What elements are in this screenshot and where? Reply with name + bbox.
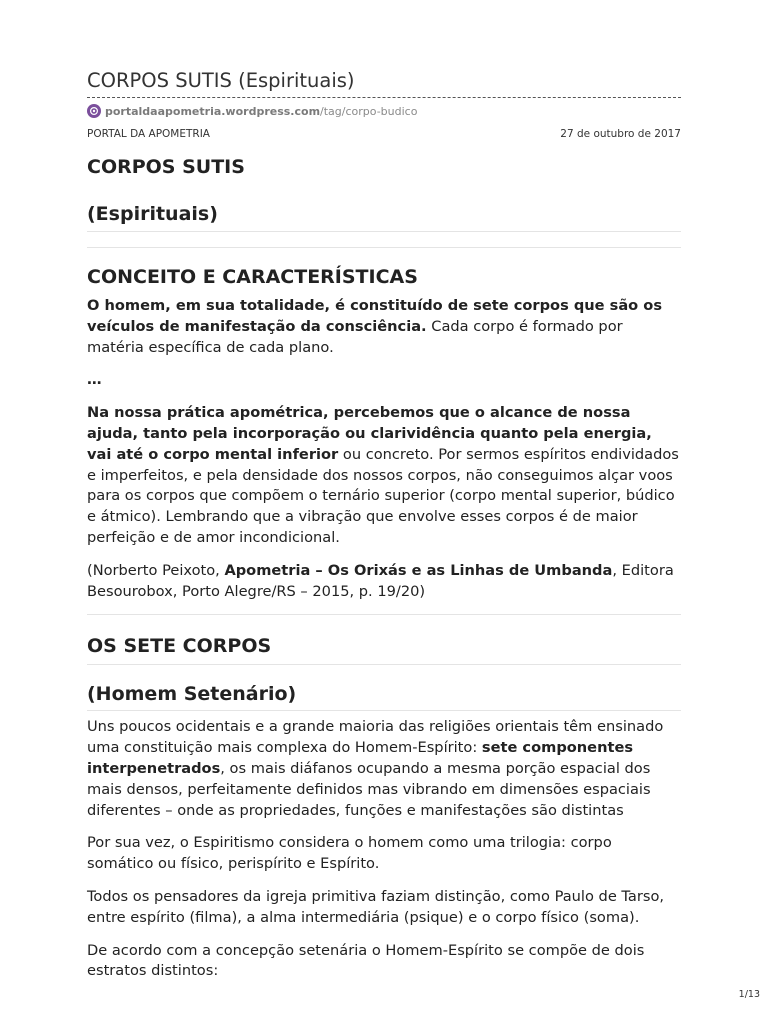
document-title: CORPOS SUTIS (Espirituais) <box>87 69 355 92</box>
heading-corpos-sutis: CORPOS SUTIS <box>87 156 245 178</box>
citation-end: , Editora Besourobox, Porto Alegre/RS – 2015, p. 19/20) <box>87 561 674 600</box>
paragraph-setenaria: De acordo com a concepção setenária o Homem-Espírito se compõe de dois estratos distintos: <box>87 941 645 980</box>
paragraph-pratica-rest: ou concreto. Por sermos espíritos endividados e imperfeitos, e pela densidade dos nossos corpos, não conseguimos alçar voos para os corpos que compõem o ternário superior (corpo mental superior, búdico e átmico). Lembrando que a vibração que envolve esses corpos é de maior perfeição e de amor incondicional. <box>87 445 679 546</box>
paragraph-ocidentais <box>87 717 681 821</box>
paragraph-intro-rest: Cada corpo é formado por matéria específica de cada plano. <box>87 317 623 356</box>
citation-start: (Norberto Peixoto, <box>87 561 225 579</box>
divider <box>87 664 681 665</box>
citation-book: Apometria – Os Orixás e as Linhas de Umbanda <box>224 561 613 579</box>
divider <box>87 247 681 248</box>
heading-espirituais: (Espirituais) <box>87 203 218 225</box>
heading-conceito: CONCEITO E CARACTERÍSTICAS <box>87 266 418 288</box>
ellipsis <box>87 370 681 391</box>
divider <box>87 614 681 615</box>
paragraph-pensadores: Todos os pensadores da igreja primitiva faziam distinção, como Paulo de Tarso, entre espírito (filma), a alma intermediária (psique) e o corpo físico (soma). <box>87 887 665 926</box>
paragraph-intro-bold: O homem, em sua totalidade, é constituído de sete corpos que são os veículos de manifestação da consciência. <box>87 297 662 335</box>
paragraph-ocidentais-bold: sete componentes interpenetrados <box>87 739 634 777</box>
publish-date: 27 de outubro de 2017 <box>560 128 681 140</box>
site-name: PORTAL DA APOMETRIA <box>87 128 210 140</box>
ellipsis-text: … <box>87 371 102 389</box>
site-favicon-icon <box>87 104 101 118</box>
source-line[interactable] <box>87 103 417 119</box>
paragraph-pratica-bold: Na nossa prática apométrica, percebemos que o alcance de nossa ajuda, tanto pela incorporação ou clarividência quanto pela energia, vai até o corpo mental inferior <box>87 404 652 463</box>
source-domain[interactable]: portaldaapometria.wordpress.com <box>105 104 321 118</box>
divider <box>87 231 681 232</box>
paragraph-ocidentais-start: Uns poucos ocidentais e a grande maioria das religiões orientais têm ensinado uma constituição mais complexa do Homem-Espírito: <box>87 718 664 757</box>
article-body <box>87 150 681 982</box>
heading-sete-corpos: OS SETE CORPOS <box>87 635 272 658</box>
paragraph-ocidentais-end: , os mais diáfanos ocupando a mesma porção espacial dos mais densos, perfeitamente definidos mas vibrando em dimensões espaciais diferentes – onde as propriedades, funções e manifestações são distintas <box>87 759 651 819</box>
paragraph-pratica <box>87 403 681 549</box>
page-number: 1/13 <box>738 989 760 1000</box>
paragraph-espiritismo: Por sua vez, o Espiritismo considera o homem como uma trilogia: corpo somático ou físico, perispírito e Espírito. <box>87 834 612 873</box>
citation <box>87 561 681 603</box>
source-path[interactable]: /tag/corpo-budico <box>320 104 418 118</box>
divider <box>87 710 681 711</box>
paragraph-intro <box>87 296 681 358</box>
heading-homem-setenario: (Homem Setenário) <box>87 683 297 706</box>
title-divider <box>87 97 681 98</box>
